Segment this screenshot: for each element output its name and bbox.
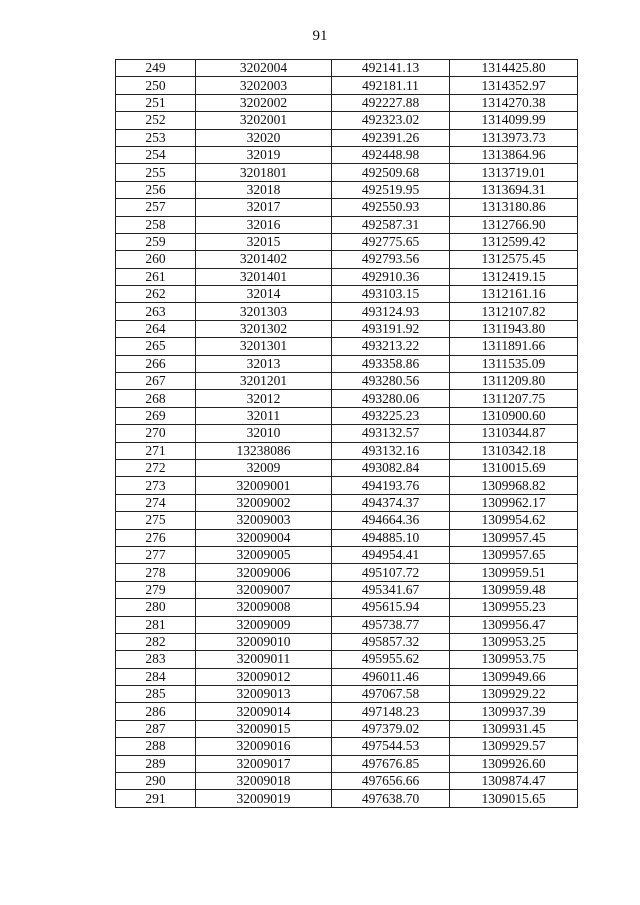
y-coordinate-cell: 1309962.17 [450,494,578,511]
coordinates-table-body [116,60,578,808]
table-row [116,338,578,355]
point-id-cell: 32011 [196,407,332,424]
row-number-cell: 257 [116,199,196,216]
y-coordinate-cell: 1312107.82 [450,303,578,320]
y-coordinate-cell: 1310900.60 [450,407,578,424]
table-row [116,477,578,494]
x-coordinate-cell: 493213.22 [332,338,450,355]
x-coordinate-cell: 493280.56 [332,373,450,390]
table-row [116,651,578,668]
point-id-cell: 32012 [196,390,332,407]
x-coordinate-cell: 492793.56 [332,251,450,268]
row-number-cell: 283 [116,651,196,668]
x-coordinate-cell: 492323.02 [332,112,450,129]
point-id-cell: 3201302 [196,320,332,337]
y-coordinate-cell: 1309968.82 [450,477,578,494]
y-coordinate-cell: 1311209.80 [450,373,578,390]
table-row [116,129,578,146]
y-coordinate-cell: 1309015.65 [450,790,578,807]
y-coordinate-cell: 1310342.18 [450,442,578,459]
y-coordinate-cell: 1312575.45 [450,251,578,268]
y-coordinate-cell: 1309931.45 [450,720,578,737]
point-id-cell: 32009019 [196,790,332,807]
y-coordinate-cell: 1309959.51 [450,564,578,581]
row-number-cell: 270 [116,425,196,442]
x-coordinate-cell: 495955.62 [332,651,450,668]
row-number-cell: 291 [116,790,196,807]
point-id-cell: 32010 [196,425,332,442]
x-coordinate-cell: 497676.85 [332,755,450,772]
row-number-cell: 289 [116,755,196,772]
table-row [116,720,578,737]
row-number-cell: 258 [116,216,196,233]
y-coordinate-cell: 1314270.38 [450,94,578,111]
point-id-cell: 32018 [196,181,332,198]
x-coordinate-cell: 492910.36 [332,268,450,285]
y-coordinate-cell: 1313973.73 [450,129,578,146]
table-row [116,494,578,511]
point-id-cell: 13238086 [196,442,332,459]
point-id-cell: 3201402 [196,251,332,268]
x-coordinate-cell: 497638.70 [332,790,450,807]
x-coordinate-cell: 495738.77 [332,616,450,633]
point-id-cell: 32014 [196,286,332,303]
y-coordinate-cell: 1309937.39 [450,703,578,720]
row-number-cell: 266 [116,355,196,372]
table-row [116,773,578,790]
row-number-cell: 262 [116,286,196,303]
y-coordinate-cell: 1314425.80 [450,60,578,77]
y-coordinate-cell: 1312766.90 [450,216,578,233]
y-coordinate-cell: 1311535.09 [450,355,578,372]
x-coordinate-cell: 494885.10 [332,529,450,546]
row-number-cell: 264 [116,320,196,337]
y-coordinate-cell: 1310015.69 [450,459,578,476]
x-coordinate-cell: 494954.41 [332,546,450,563]
page-number: 91 [312,28,328,44]
y-coordinate-cell: 1309926.60 [450,755,578,772]
row-number-cell: 254 [116,146,196,163]
table-row [116,459,578,476]
point-id-cell: 32009011 [196,651,332,668]
table-row [116,268,578,285]
y-coordinate-cell: 1314099.99 [450,112,578,129]
row-number-cell: 253 [116,129,196,146]
table-row [116,373,578,390]
x-coordinate-cell: 493124.93 [332,303,450,320]
row-number-cell: 260 [116,251,196,268]
row-number-cell: 277 [116,546,196,563]
point-id-cell: 32009005 [196,546,332,563]
point-id-cell: 32009014 [196,703,332,720]
table-row [116,668,578,685]
point-id-cell: 32009012 [196,668,332,685]
row-number-cell: 275 [116,512,196,529]
point-id-cell: 32009002 [196,494,332,511]
y-coordinate-cell: 1313694.31 [450,181,578,198]
table-row [116,599,578,616]
row-number-cell: 285 [116,686,196,703]
x-coordinate-cell: 492448.98 [332,146,450,163]
row-number-cell: 273 [116,477,196,494]
row-number-cell: 279 [116,581,196,598]
row-number-cell: 288 [116,738,196,755]
y-coordinate-cell: 1309956.47 [450,616,578,633]
table-row [116,442,578,459]
row-number-cell: 252 [116,112,196,129]
row-number-cell: 249 [116,60,196,77]
table-row [116,633,578,650]
row-number-cell: 274 [116,494,196,511]
table-row [116,738,578,755]
row-number-cell: 255 [116,164,196,181]
y-coordinate-cell: 1309955.23 [450,599,578,616]
row-number-cell: 261 [116,268,196,285]
table-row [116,703,578,720]
y-coordinate-cell: 1313864.96 [450,146,578,163]
table-row [116,181,578,198]
table-row [116,233,578,250]
x-coordinate-cell: 497067.58 [332,686,450,703]
table-row [116,303,578,320]
point-id-cell: 32019 [196,146,332,163]
row-number-cell: 278 [116,564,196,581]
y-coordinate-cell: 1311891.66 [450,338,578,355]
table-row [116,251,578,268]
point-id-cell: 32009010 [196,633,332,650]
x-coordinate-cell: 495107.72 [332,564,450,581]
row-number-cell: 276 [116,529,196,546]
y-coordinate-cell: 1312599.42 [450,233,578,250]
y-coordinate-cell: 1311943.80 [450,320,578,337]
x-coordinate-cell: 492519.95 [332,181,450,198]
point-id-cell: 3202004 [196,60,332,77]
y-coordinate-cell: 1310344.87 [450,425,578,442]
y-coordinate-cell: 1314352.97 [450,77,578,94]
x-coordinate-cell: 493103.15 [332,286,450,303]
row-number-cell: 280 [116,599,196,616]
row-number-cell: 259 [116,233,196,250]
row-number-cell: 250 [116,77,196,94]
table-row [116,94,578,111]
point-id-cell: 32009015 [196,720,332,737]
y-coordinate-cell: 1312161.16 [450,286,578,303]
row-number-cell: 282 [116,633,196,650]
point-id-cell: 32009018 [196,773,332,790]
table-row [116,425,578,442]
x-coordinate-cell: 492181.11 [332,77,450,94]
x-coordinate-cell: 492227.88 [332,94,450,111]
point-id-cell: 32009 [196,459,332,476]
x-coordinate-cell: 497656.66 [332,773,450,790]
table-row [116,216,578,233]
point-id-cell: 32009013 [196,686,332,703]
x-coordinate-cell: 492141.13 [332,60,450,77]
table-row [116,355,578,372]
x-coordinate-cell: 497379.02 [332,720,450,737]
table-row [116,146,578,163]
y-coordinate-cell: 1309953.25 [450,633,578,650]
row-number-cell: 263 [116,303,196,320]
row-number-cell: 287 [116,720,196,737]
row-number-cell: 265 [116,338,196,355]
x-coordinate-cell: 492550.93 [332,199,450,216]
y-coordinate-cell: 1313719.01 [450,164,578,181]
x-coordinate-cell: 496011.46 [332,668,450,685]
x-coordinate-cell: 492391.26 [332,129,450,146]
point-id-cell: 3202002 [196,94,332,111]
x-coordinate-cell: 493132.57 [332,425,450,442]
point-id-cell: 32009017 [196,755,332,772]
table-row [116,199,578,216]
point-id-cell: 32009016 [196,738,332,755]
point-id-cell: 32009008 [196,599,332,616]
row-number-cell: 267 [116,373,196,390]
x-coordinate-cell: 494664.36 [332,512,450,529]
table-row [116,390,578,407]
y-coordinate-cell: 1309949.66 [450,668,578,685]
point-id-cell: 32013 [196,355,332,372]
x-coordinate-cell: 493358.86 [332,355,450,372]
x-coordinate-cell: 492587.31 [332,216,450,233]
y-coordinate-cell: 1313180.86 [450,199,578,216]
row-number-cell: 251 [116,94,196,111]
x-coordinate-cell: 495615.94 [332,599,450,616]
point-id-cell: 32016 [196,216,332,233]
point-id-cell: 32020 [196,129,332,146]
point-id-cell: 32009003 [196,512,332,529]
table-row [116,60,578,77]
table-row [116,755,578,772]
point-id-cell: 3202001 [196,112,332,129]
table-row [116,112,578,129]
table-row [116,164,578,181]
table-row [116,286,578,303]
x-coordinate-cell: 493082.84 [332,459,450,476]
x-coordinate-cell: 495341.67 [332,581,450,598]
row-number-cell: 290 [116,773,196,790]
table-row [116,790,578,807]
table-row [116,686,578,703]
y-coordinate-cell: 1309959.48 [450,581,578,598]
y-coordinate-cell: 1309929.22 [450,686,578,703]
y-coordinate-cell: 1309874.47 [450,773,578,790]
table-row [116,546,578,563]
table-row [116,320,578,337]
table-row [116,564,578,581]
row-number-cell: 268 [116,390,196,407]
row-number-cell: 286 [116,703,196,720]
row-number-cell: 256 [116,181,196,198]
y-coordinate-cell: 1312419.15 [450,268,578,285]
point-id-cell: 3201301 [196,338,332,355]
y-coordinate-cell: 1309954.62 [450,512,578,529]
point-id-cell: 32009001 [196,477,332,494]
table-row [116,512,578,529]
x-coordinate-cell: 492509.68 [332,164,450,181]
y-coordinate-cell: 1309957.65 [450,546,578,563]
row-number-cell: 284 [116,668,196,685]
table-row [116,407,578,424]
row-number-cell: 271 [116,442,196,459]
point-id-cell: 3201801 [196,164,332,181]
coordinates-table [115,59,578,808]
point-id-cell: 3201303 [196,303,332,320]
x-coordinate-cell: 494193.76 [332,477,450,494]
point-id-cell: 32017 [196,199,332,216]
table-row [116,77,578,94]
point-id-cell: 3201401 [196,268,332,285]
point-id-cell: 32009006 [196,564,332,581]
x-coordinate-cell: 493191.92 [332,320,450,337]
point-id-cell: 32009007 [196,581,332,598]
x-coordinate-cell: 493280.06 [332,390,450,407]
x-coordinate-cell: 497544.53 [332,738,450,755]
x-coordinate-cell: 494374.37 [332,494,450,511]
row-number-cell: 281 [116,616,196,633]
table-row [116,616,578,633]
point-id-cell: 32015 [196,233,332,250]
point-id-cell: 32009004 [196,529,332,546]
point-id-cell: 3201201 [196,373,332,390]
table-row [116,529,578,546]
y-coordinate-cell: 1309957.45 [450,529,578,546]
x-coordinate-cell: 492775.65 [332,233,450,250]
x-coordinate-cell: 495857.32 [332,633,450,650]
row-number-cell: 272 [116,459,196,476]
point-id-cell: 32009009 [196,616,332,633]
x-coordinate-cell: 493132.16 [332,442,450,459]
y-coordinate-cell: 1309929.57 [450,738,578,755]
x-coordinate-cell: 497148.23 [332,703,450,720]
y-coordinate-cell: 1311207.75 [450,390,578,407]
point-id-cell: 3202003 [196,77,332,94]
x-coordinate-cell: 493225.23 [332,407,450,424]
row-number-cell: 269 [116,407,196,424]
table-row [116,581,578,598]
y-coordinate-cell: 1309953.75 [450,651,578,668]
